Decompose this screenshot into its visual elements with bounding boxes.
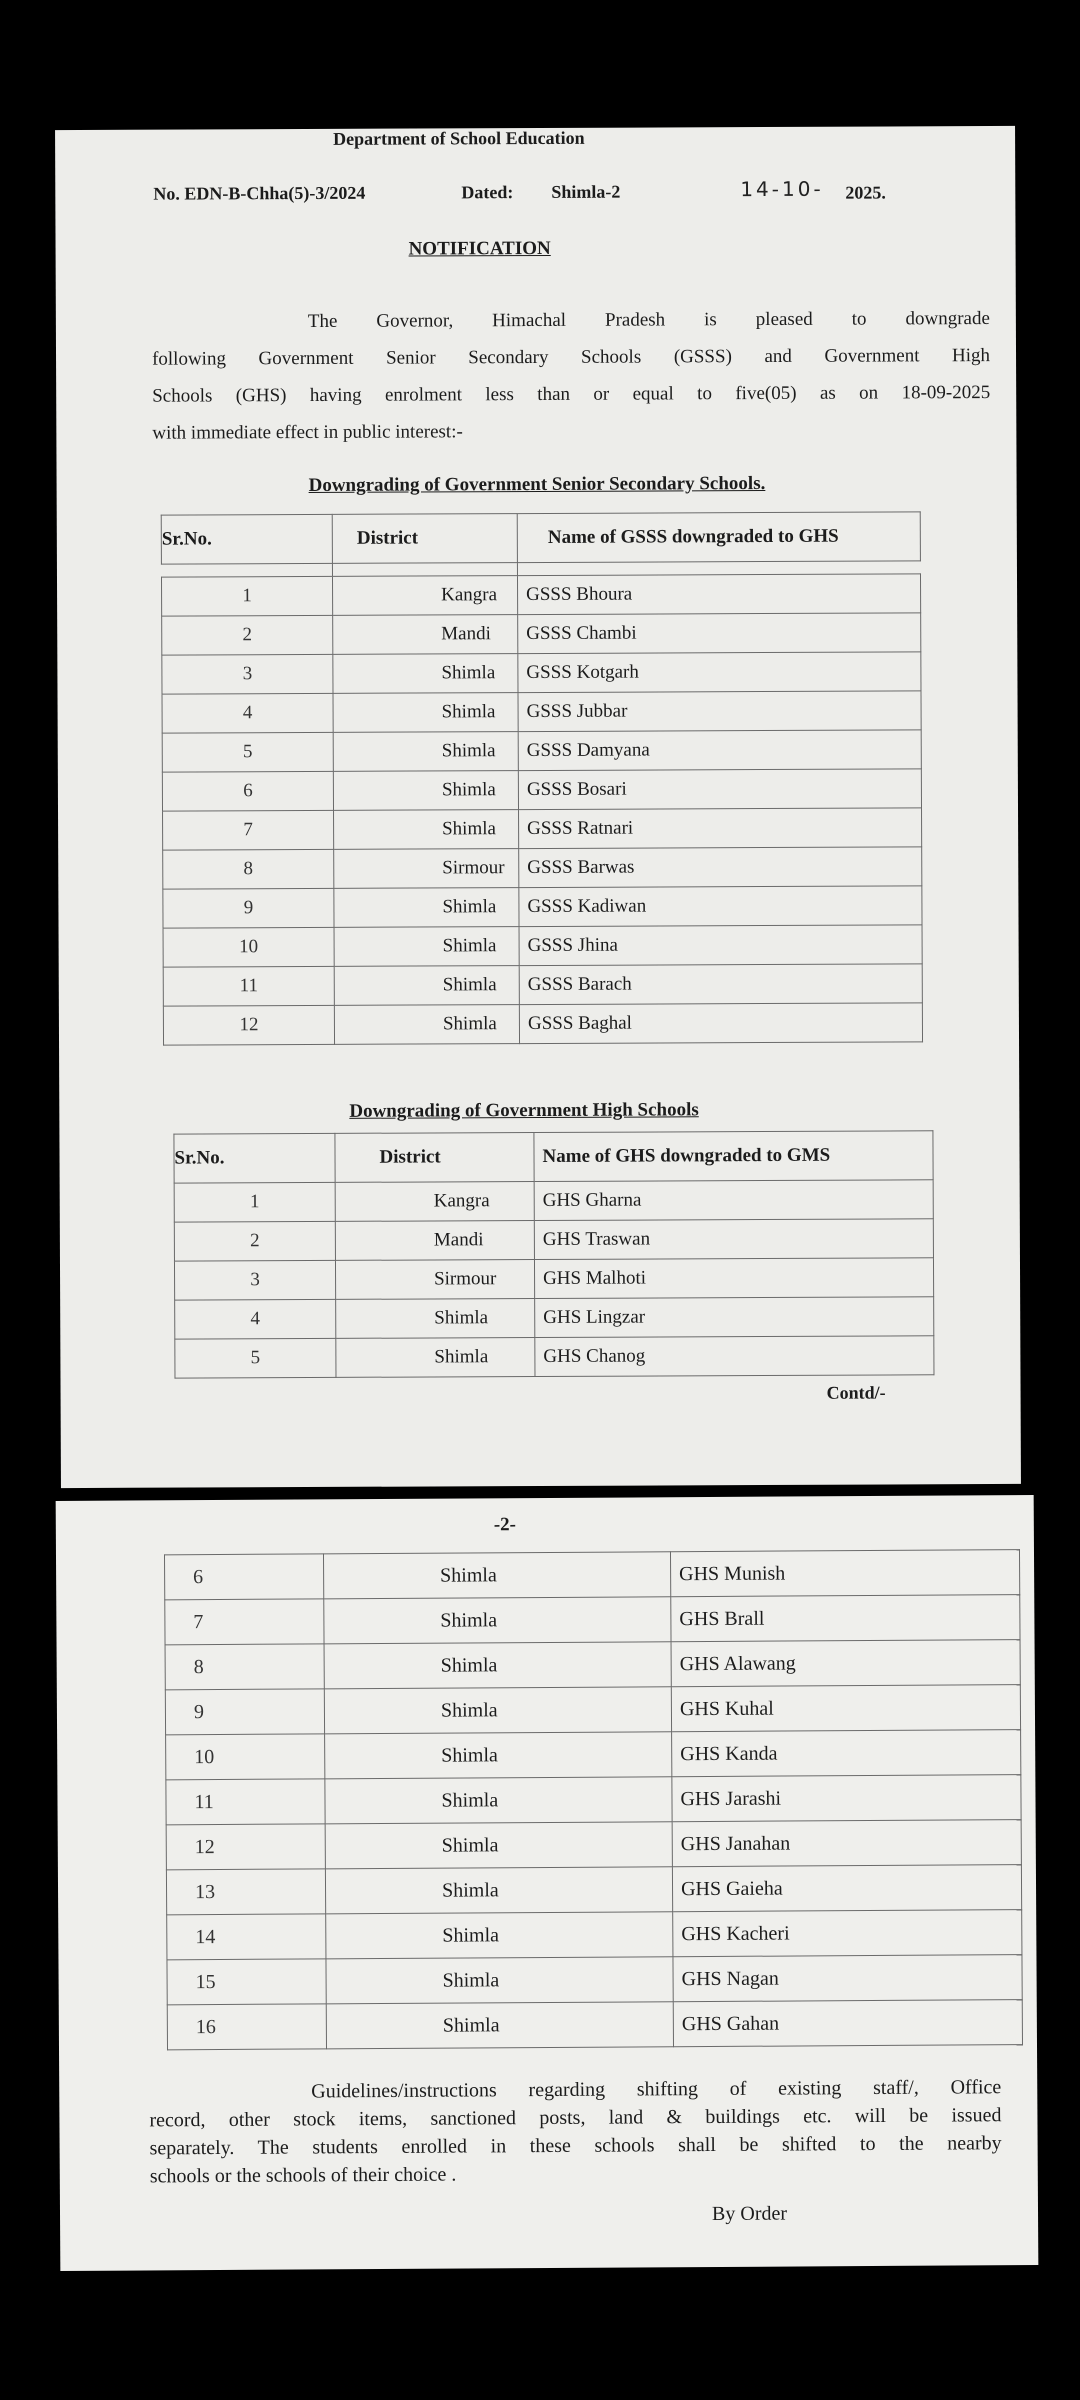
cell-district: Mandi <box>333 615 518 655</box>
cell-sr-number: 2 <box>174 1221 335 1261</box>
cell-sr-number: 12 <box>166 1824 325 1870</box>
cell-school-name: GSSS Jubbar <box>518 691 921 732</box>
cell-district: Shimla <box>334 888 519 928</box>
cell-sr-number: 8 <box>165 1644 324 1690</box>
cell-district: Shimla <box>325 1867 672 1914</box>
intro-line: following Government Senior Secondary Schools (GSSS) and Government High <box>151 345 991 370</box>
cell-school-name: GSSS Baghal <box>519 1003 922 1044</box>
cell-school-name: GSSS Barach <box>519 964 922 1005</box>
dated-label: Dated: <box>461 182 514 203</box>
ghs-section-heading: Downgrading of Government High Schools <box>349 1099 699 1122</box>
gsss-section-heading: Downgrading of Government Senior Secondary Schools. <box>308 473 766 496</box>
cell-sr-number: 11 <box>163 966 334 1006</box>
document-page-2 <box>56 1495 1039 2271</box>
cell-school-name: GHS Nagan <box>673 1955 1022 2002</box>
cell-district: Shimla <box>325 1777 672 1824</box>
cell-sr-number: 14 <box>167 1914 326 1960</box>
cell-school-name: GHS Munish <box>670 1550 1019 1597</box>
cell-sr-number: 11 <box>166 1779 325 1825</box>
cell-district: Kangra <box>332 576 517 616</box>
table-row <box>163 925 922 967</box>
page-number: -2- <box>493 1514 517 1536</box>
cell-school-name: GHS Gahan <box>673 2000 1022 2047</box>
column-header-name: Name of GSSS downgraded to GHS <box>517 512 920 563</box>
cell-sr-number: 9 <box>163 888 334 928</box>
cell-school-name: GHS Kanda <box>672 1730 1021 1777</box>
ghs-continued-table-body <box>164 1550 1022 2050</box>
cell-sr-number: 5 <box>162 732 333 772</box>
table-row <box>174 1180 933 1222</box>
reference-number: No. EDN-B-Chha(5)-3/2024 <box>153 182 366 204</box>
cell-district: Shimla <box>334 1005 519 1045</box>
cell-school-name: GSSS Chambi <box>518 613 921 654</box>
table-row <box>166 1775 1021 1825</box>
cell-sr-number: 10 <box>163 927 334 967</box>
cell-sr-number: 13 <box>166 1869 325 1915</box>
cell-school-name: GSSS Damyana <box>518 730 921 771</box>
table-row <box>161 574 920 616</box>
table-row <box>174 1219 933 1261</box>
cell-district: Shimla <box>326 1912 673 1959</box>
table-row <box>162 691 921 733</box>
cell-sr-number: 10 <box>166 1734 325 1780</box>
table-row <box>162 730 921 772</box>
cell-sr-number: 3 <box>174 1260 335 1300</box>
cell-district: Shimla <box>326 1957 673 2004</box>
cell-school-name: GHS Lingzar <box>535 1297 934 1338</box>
cell-school-name: GHS Traswan <box>534 1219 933 1260</box>
cell-school-name: GSSS Kadiwan <box>519 886 922 927</box>
ghs-table-body <box>174 1180 934 1378</box>
table-row <box>162 652 921 694</box>
cell-sr-number: 1 <box>161 576 332 616</box>
cell-school-name: GSSS Bhoura <box>517 574 920 615</box>
cell-sr-number: 6 <box>162 771 333 811</box>
cell-district: Shimla <box>336 1299 535 1339</box>
cell-district: Sirmour <box>335 1260 534 1300</box>
by-order: By Order <box>711 2202 788 2225</box>
cell-school-name: GSSS Bosari <box>518 769 921 810</box>
cell-sr-number: 12 <box>163 1005 334 1045</box>
department-name: Department of School Education <box>333 127 585 149</box>
notification-title: NOTIFICATION <box>408 237 551 260</box>
cell-district: Shimla <box>324 1642 671 1689</box>
cell-school-name: GHS Janahan <box>672 1820 1021 1867</box>
cell-sr-number: 6 <box>164 1554 323 1600</box>
table-row <box>175 1336 934 1378</box>
table-row <box>167 1955 1022 2005</box>
gsss-table-body <box>161 574 922 1045</box>
cell-school-name: GHS Chanog <box>535 1336 934 1377</box>
cell-school-name: GSSS Ratnari <box>519 808 922 849</box>
cell-school-name: GHS Kacheri <box>673 1910 1022 1957</box>
cell-school-name: GHS Malhoti <box>534 1258 933 1299</box>
column-header-district: District <box>332 514 517 564</box>
cell-sr-number: 2 <box>162 615 333 655</box>
cell-sr-number: 4 <box>175 1299 336 1339</box>
table-row <box>165 1640 1020 1690</box>
cell-district: Shimla <box>333 732 518 772</box>
cell-district: Shimla <box>324 1597 671 1644</box>
table-row <box>162 613 921 655</box>
column-header-name: Name of GHS downgraded to GMS <box>534 1131 933 1182</box>
cell-school-name: GHS Alawang <box>671 1640 1020 1687</box>
cell-district: Shimla <box>326 2002 673 2049</box>
column-header-sr: Sr.No. <box>174 1133 335 1183</box>
cell-school-name: GSSS Barwas <box>519 847 922 888</box>
table-row <box>167 1910 1022 1960</box>
cell-school-name: GHS Gaieha <box>672 1865 1021 1912</box>
cell-district: Kangra <box>335 1182 534 1222</box>
cell-sr-number: 7 <box>165 1599 324 1645</box>
table-row <box>165 1685 1020 1735</box>
cell-sr-number: 16 <box>167 2004 326 2050</box>
intro-line: The Governor, Himachal Pradesh is pleased to downgrade <box>307 308 990 332</box>
cell-sr-number: 15 <box>167 1959 326 2005</box>
table-row <box>163 886 922 928</box>
cell-sr-number: 4 <box>162 693 333 733</box>
cell-school-name: GSSS Jhina <box>519 925 922 966</box>
handwritten-date: 14-10- <box>740 176 824 202</box>
column-header-district: District <box>335 1133 534 1183</box>
table-header-row <box>174 1131 933 1183</box>
cell-district: Mandi <box>335 1221 534 1261</box>
cell-school-name: GHS Jarashi <box>672 1775 1021 1822</box>
table-row <box>175 1297 934 1339</box>
cell-district: Sirmour <box>334 849 519 889</box>
table-header-row <box>161 512 920 564</box>
cell-sr-number: 9 <box>165 1689 324 1735</box>
cell-sr-number: 3 <box>162 654 333 694</box>
table-row <box>163 808 922 850</box>
cell-district: Shimla <box>334 966 519 1006</box>
guidelines-paragraph <box>149 2073 1002 2190</box>
cell-district: Shimla <box>336 1338 535 1378</box>
intro-line: with immediate effect in public interest:- <box>152 421 463 444</box>
cell-district: Shimla <box>334 927 519 967</box>
date-year: 2025. <box>845 182 886 203</box>
cell-district: Shimla <box>325 1732 672 1779</box>
dated-place: Shimla-2 <box>551 181 621 202</box>
table-row <box>167 2000 1022 2050</box>
ghs-table-continued <box>164 1549 1023 2050</box>
table-row <box>165 1595 1020 1645</box>
continued-note: Contd/- <box>826 1382 886 1403</box>
cell-sr-number: 5 <box>175 1338 336 1378</box>
table-row <box>164 1550 1019 1600</box>
cell-district: Shimla <box>333 693 518 733</box>
cell-sr-number: 8 <box>163 849 334 889</box>
cell-school-name: GHS Kuhal <box>671 1685 1020 1732</box>
table-row <box>166 1730 1021 1780</box>
intro-paragraph <box>152 300 991 452</box>
column-header-sr: Sr.No. <box>161 514 332 564</box>
gsss-table <box>161 511 923 1045</box>
ghs-table <box>173 1130 934 1378</box>
cell-district: Shimla <box>333 654 518 694</box>
guideline-line: schools or the schools of their choice . <box>149 2163 457 2188</box>
table-row <box>174 1258 933 1300</box>
table-row <box>163 964 922 1006</box>
document-page-1 <box>55 126 1021 1488</box>
guideline-line: Guidelines/instructions regarding shifting of existing staff/, Office <box>311 2076 1002 2103</box>
cell-district: Shimla <box>323 1552 670 1599</box>
cell-sr-number: 7 <box>163 810 334 850</box>
guideline-line: separately. The students enrolled in these schools shall be shifted to the nearby <box>149 2132 1002 2160</box>
cell-district: Shimla <box>334 810 519 850</box>
cell-school-name: GHS Gharna <box>534 1180 933 1221</box>
cell-district: Shimla <box>325 1822 672 1869</box>
cell-school-name: GSSS Kotgarh <box>518 652 921 693</box>
guideline-line: record, other stock items, sanctioned posts, land & buildings etc. will be issued <box>149 2104 1002 2132</box>
table-row <box>163 1003 922 1045</box>
cell-district: Shimla <box>333 771 518 811</box>
intro-line: Schools (GHS) having enrolment less than or equal to five(05) as on 18-09-2025 <box>152 382 991 407</box>
cell-school-name: GHS Brall <box>671 1595 1020 1642</box>
table-row <box>166 1820 1021 1870</box>
table-row <box>163 847 922 889</box>
table-row <box>166 1865 1021 1915</box>
cell-district: Shimla <box>324 1687 671 1734</box>
table-row <box>162 769 921 811</box>
cell-sr-number: 1 <box>174 1182 335 1222</box>
